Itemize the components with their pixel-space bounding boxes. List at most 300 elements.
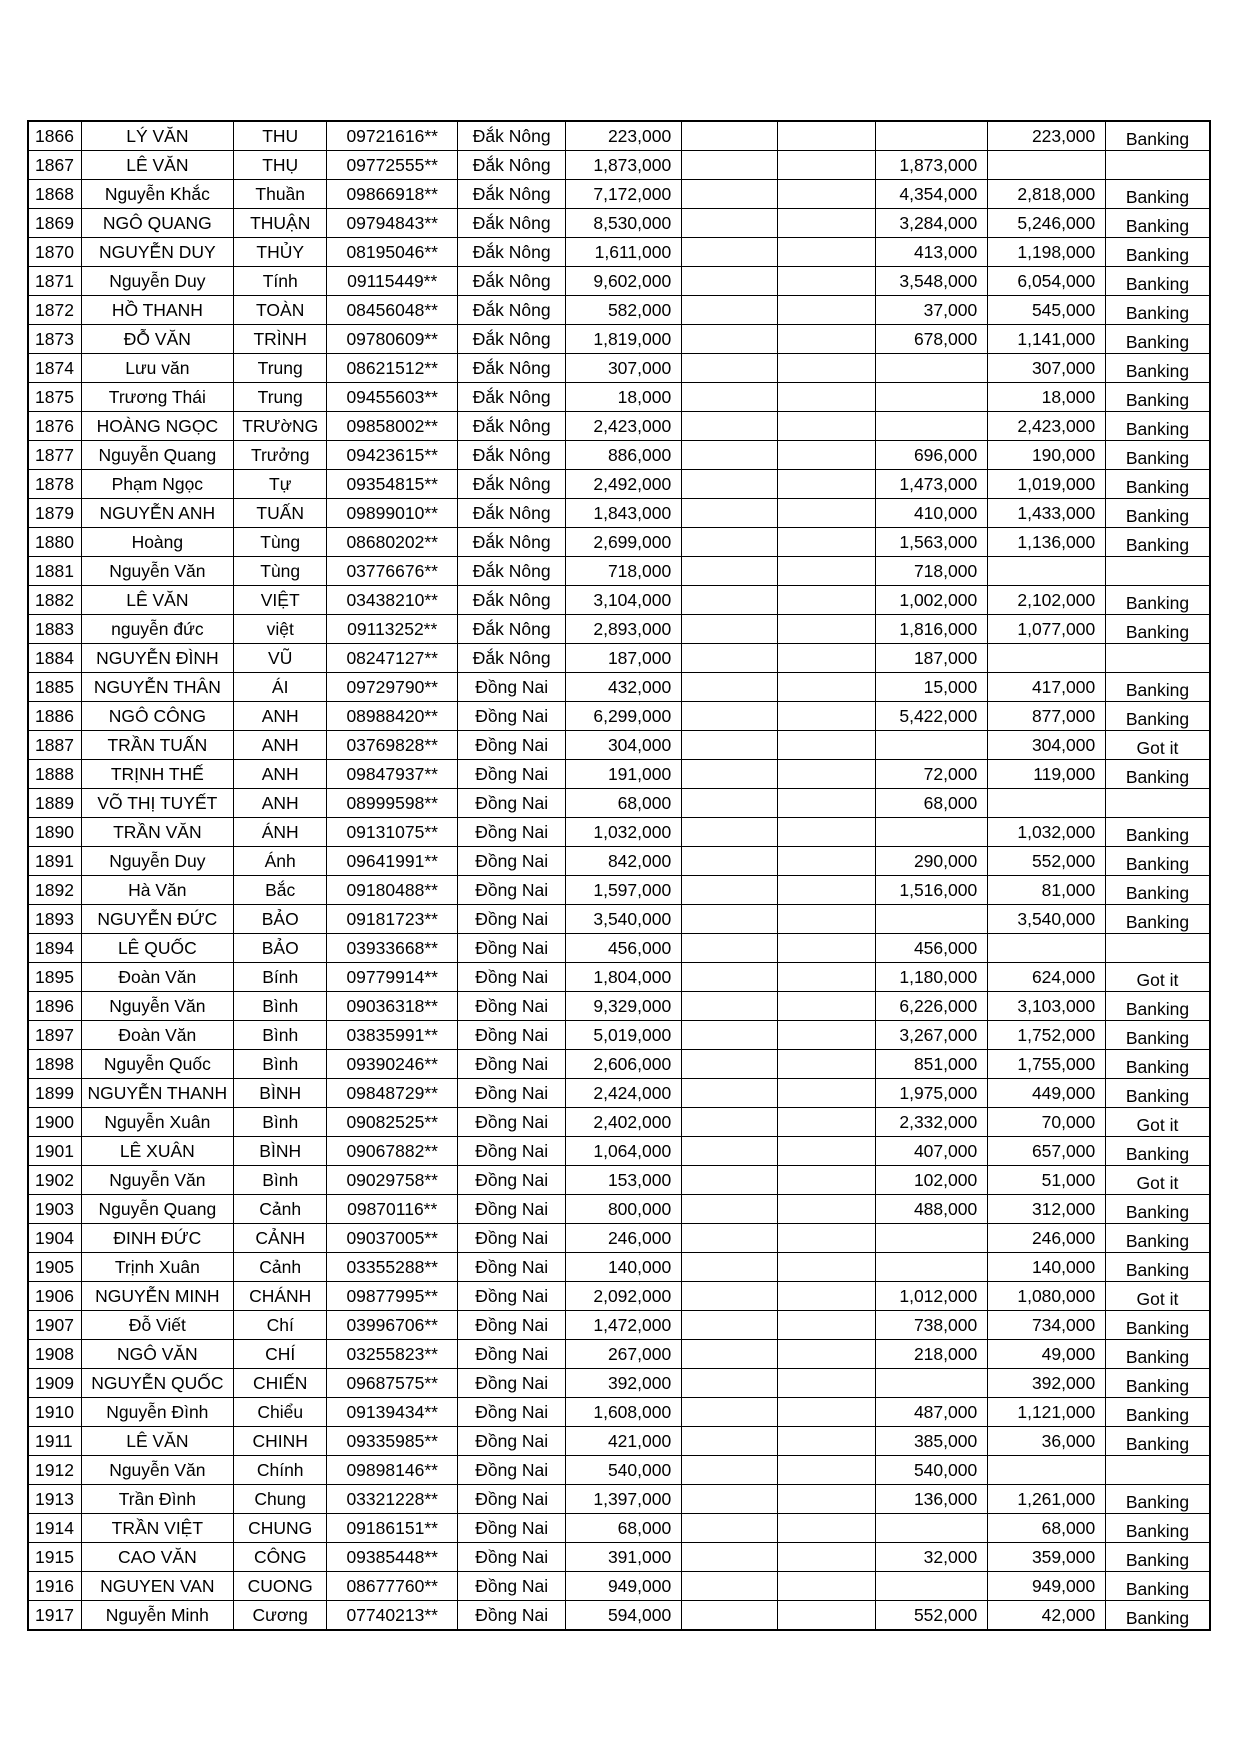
cell-phone: 09029758** [327, 1166, 458, 1195]
cell-payment-method: Banking [1106, 1050, 1210, 1079]
cell-family-name: Lưu văn [81, 354, 234, 383]
table-row [28, 1340, 1210, 1369]
cell-payment-method [1106, 1456, 1210, 1485]
cell-total-amount: 187,000 [566, 644, 682, 673]
cell-province: Đồng Nai [458, 1311, 566, 1340]
cell-amount-remaining: 2,102,000 [988, 586, 1106, 615]
cell-amount-paid: 3,548,000 [876, 267, 988, 296]
cell-payment-method [1106, 789, 1210, 818]
cell-phone: 09870116** [327, 1195, 458, 1224]
cell-province: Đắk Nông [458, 499, 566, 528]
cell-col-empty-1 [682, 180, 778, 209]
cell-amount-remaining: 2,818,000 [988, 180, 1106, 209]
cell-total-amount: 2,492,000 [566, 470, 682, 499]
cell-family-name: NGUYỄN THÂN [81, 673, 234, 702]
cell-total-amount: 2,402,000 [566, 1108, 682, 1137]
cell-phone: 09139434** [327, 1398, 458, 1427]
table-row [28, 151, 1210, 180]
table-row [28, 876, 1210, 905]
cell-phone: 09180488** [327, 876, 458, 905]
cell-col-empty-1 [682, 673, 778, 702]
cell-payment-method: Got it [1106, 731, 1210, 760]
cell-province: Đắk Nông [458, 296, 566, 325]
cell-col-empty-1 [682, 876, 778, 905]
cell-family-name: nguyễn đức [81, 615, 234, 644]
cell-amount-remaining [988, 789, 1106, 818]
cell-amount-paid [876, 412, 988, 441]
table-row [28, 818, 1210, 847]
cell-payment-method: Banking [1106, 325, 1210, 354]
cell-amount-remaining: 140,000 [988, 1253, 1106, 1282]
cell-payment-method: Banking [1106, 209, 1210, 238]
cell-family-name: Nguyễn Đình [81, 1398, 234, 1427]
cell-amount-paid [876, 1369, 988, 1398]
cell-amount-paid: 696,000 [876, 441, 988, 470]
table-row [28, 1253, 1210, 1282]
cell-family-name: TRẦN TUẤN [81, 731, 234, 760]
cell-province: Đồng Nai [458, 1340, 566, 1369]
cell-payment-method: Banking [1106, 296, 1210, 325]
cell-phone: 09115449** [327, 267, 458, 296]
cell-family-name: LÝ VĂN [81, 121, 234, 151]
cell-given-name: ANH [234, 760, 327, 789]
cell-given-name: CẢNH [234, 1224, 327, 1253]
cell-province: Đắk Nông [458, 325, 566, 354]
cell-amount-remaining: 1,198,000 [988, 238, 1106, 267]
table-row [28, 934, 1210, 963]
table-row [28, 1572, 1210, 1601]
cell-province: Đồng Nai [458, 847, 566, 876]
table-row [28, 847, 1210, 876]
cell-amount-paid: 3,284,000 [876, 209, 988, 238]
cell-row-number: 1890 [28, 818, 81, 847]
cell-col-empty-1 [682, 1427, 778, 1456]
cell-phone: 08456048** [327, 296, 458, 325]
cell-payment-method: Banking [1106, 1543, 1210, 1572]
cell-amount-remaining: 49,000 [988, 1340, 1106, 1369]
cell-col-empty-1 [682, 238, 778, 267]
cell-total-amount: 2,424,000 [566, 1079, 682, 1108]
cell-family-name: Nguyễn Văn [81, 1456, 234, 1485]
cell-amount-remaining: 304,000 [988, 731, 1106, 760]
cell-province: Đồng Nai [458, 1224, 566, 1253]
cell-amount-paid: 738,000 [876, 1311, 988, 1340]
cell-given-name: Tùng [234, 557, 327, 586]
cell-province: Đồng Nai [458, 1485, 566, 1514]
cell-phone: 08680202** [327, 528, 458, 557]
cell-given-name: THU [234, 121, 327, 151]
cell-col-empty-2 [778, 1311, 876, 1340]
cell-col-empty-2 [778, 470, 876, 499]
cell-phone: 09779914** [327, 963, 458, 992]
cell-amount-remaining [988, 644, 1106, 673]
cell-col-empty-1 [682, 121, 778, 151]
cell-given-name: THỦY [234, 238, 327, 267]
table-row [28, 354, 1210, 383]
cell-family-name: Trần Đình [81, 1485, 234, 1514]
cell-amount-paid: 1,516,000 [876, 876, 988, 905]
cell-payment-method: Banking [1106, 1572, 1210, 1601]
table-row [28, 1369, 1210, 1398]
table-row [28, 1050, 1210, 1079]
table-row [28, 121, 1210, 151]
cell-payment-method: Banking [1106, 876, 1210, 905]
cell-col-empty-1 [682, 557, 778, 586]
table-row [28, 1224, 1210, 1253]
cell-total-amount: 1,843,000 [566, 499, 682, 528]
table-row [28, 1543, 1210, 1572]
cell-col-empty-1 [682, 1572, 778, 1601]
cell-payment-method: Banking [1106, 267, 1210, 296]
cell-col-empty-2 [778, 267, 876, 296]
cell-province: Đắk Nông [458, 412, 566, 441]
cell-phone: 09385448** [327, 1543, 458, 1572]
cell-payment-method: Banking [1106, 586, 1210, 615]
cell-col-empty-2 [778, 1427, 876, 1456]
cell-payment-method: Banking [1106, 1340, 1210, 1369]
cell-col-empty-1 [682, 934, 778, 963]
cell-col-empty-1 [682, 1398, 778, 1427]
cell-amount-remaining: 1,752,000 [988, 1021, 1106, 1050]
cell-phone: 09729790** [327, 673, 458, 702]
cell-given-name: TOÀN [234, 296, 327, 325]
table-row [28, 586, 1210, 615]
cell-col-empty-2 [778, 1369, 876, 1398]
cell-col-empty-1 [682, 1137, 778, 1166]
cell-province: Đồng Nai [458, 1253, 566, 1282]
cell-payment-method: Banking [1106, 1427, 1210, 1456]
cell-province: Đắk Nông [458, 121, 566, 151]
cell-total-amount: 1,611,000 [566, 238, 682, 267]
cell-province: Đắk Nông [458, 441, 566, 470]
cell-family-name: NGÔ CÔNG [81, 702, 234, 731]
cell-col-empty-1 [682, 470, 778, 499]
cell-province: Đắk Nông [458, 209, 566, 238]
cell-payment-method: Banking [1106, 499, 1210, 528]
cell-given-name: Bình [234, 1050, 327, 1079]
table-row [28, 789, 1210, 818]
cell-col-empty-2 [778, 1456, 876, 1485]
cell-phone: 09721616** [327, 121, 458, 151]
cell-col-empty-1 [682, 847, 778, 876]
table-row [28, 325, 1210, 354]
cell-amount-paid [876, 1253, 988, 1282]
cell-given-name: VŨ [234, 644, 327, 673]
cell-province: Đắk Nông [458, 238, 566, 267]
cell-province: Đồng Nai [458, 1572, 566, 1601]
cell-province: Đồng Nai [458, 1427, 566, 1456]
cell-col-empty-2 [778, 905, 876, 934]
cell-amount-paid: 5,422,000 [876, 702, 988, 731]
cell-row-number: 1888 [28, 760, 81, 789]
cell-col-empty-2 [778, 1079, 876, 1108]
cell-total-amount: 432,000 [566, 673, 682, 702]
cell-phone: 09848729** [327, 1079, 458, 1108]
cell-row-number: 1916 [28, 1572, 81, 1601]
cell-family-name: ĐỖ VĂN [81, 325, 234, 354]
cell-phone: 03355288** [327, 1253, 458, 1282]
cell-row-number: 1883 [28, 615, 81, 644]
cell-amount-paid: 407,000 [876, 1137, 988, 1166]
cell-row-number: 1901 [28, 1137, 81, 1166]
cell-phone: 09335985** [327, 1427, 458, 1456]
cell-family-name: VÕ THỊ TUYẾT [81, 789, 234, 818]
cell-amount-paid: 1,180,000 [876, 963, 988, 992]
cell-given-name: Ánh [234, 847, 327, 876]
cell-family-name: Nguyễn Minh [81, 1601, 234, 1631]
table-row [28, 1311, 1210, 1340]
cell-total-amount: 1,032,000 [566, 818, 682, 847]
cell-total-amount: 391,000 [566, 1543, 682, 1572]
cell-total-amount: 140,000 [566, 1253, 682, 1282]
table-row [28, 1514, 1210, 1543]
cell-payment-method: Banking [1106, 673, 1210, 702]
cell-given-name: Bình [234, 992, 327, 1021]
cell-family-name: Nguyễn Quang [81, 441, 234, 470]
cell-amount-paid: 410,000 [876, 499, 988, 528]
cell-col-empty-1 [682, 267, 778, 296]
cell-col-empty-1 [682, 209, 778, 238]
cell-col-empty-2 [778, 731, 876, 760]
cell-given-name: TUẤN [234, 499, 327, 528]
cell-phone: 09899010** [327, 499, 458, 528]
cell-payment-method: Banking [1106, 1369, 1210, 1398]
cell-amount-paid: 488,000 [876, 1195, 988, 1224]
cell-amount-remaining: 70,000 [988, 1108, 1106, 1137]
cell-payment-method: Got it [1106, 1282, 1210, 1311]
cell-col-empty-1 [682, 731, 778, 760]
cell-given-name: Chí [234, 1311, 327, 1340]
cell-col-empty-1 [682, 1195, 778, 1224]
cell-payment-method: Banking [1106, 847, 1210, 876]
cell-province: Đồng Nai [458, 818, 566, 847]
cell-total-amount: 594,000 [566, 1601, 682, 1631]
cell-col-empty-1 [682, 1485, 778, 1514]
cell-given-name: Chính [234, 1456, 327, 1485]
cell-row-number: 1910 [28, 1398, 81, 1427]
cell-payment-method: Banking [1106, 1079, 1210, 1108]
cell-row-number: 1897 [28, 1021, 81, 1050]
cell-row-number: 1906 [28, 1282, 81, 1311]
cell-payment-method: Banking [1106, 238, 1210, 267]
cell-payment-method: Banking [1106, 383, 1210, 412]
cell-amount-paid: 32,000 [876, 1543, 988, 1572]
cell-payment-method: Banking [1106, 760, 1210, 789]
cell-given-name: Chung [234, 1485, 327, 1514]
cell-province: Đắk Nông [458, 267, 566, 296]
cell-given-name: Thuần [234, 180, 327, 209]
cell-given-name: BẢO [234, 905, 327, 934]
cell-province: Đồng Nai [458, 1050, 566, 1079]
cell-col-empty-1 [682, 528, 778, 557]
cell-given-name: Bình [234, 1108, 327, 1137]
cell-given-name: Cảnh [234, 1253, 327, 1282]
cell-phone: 08999598** [327, 789, 458, 818]
cell-payment-method: Got it [1106, 1108, 1210, 1137]
cell-given-name: THỤ [234, 151, 327, 180]
cell-phone: 09772555** [327, 151, 458, 180]
cell-col-empty-2 [778, 499, 876, 528]
table-row [28, 267, 1210, 296]
cell-total-amount: 246,000 [566, 1224, 682, 1253]
cell-payment-method: Banking [1106, 121, 1210, 151]
cell-amount-remaining: 312,000 [988, 1195, 1106, 1224]
table-row [28, 209, 1210, 238]
data-table [27, 120, 1211, 1631]
cell-col-empty-1 [682, 789, 778, 818]
cell-payment-method: Banking [1106, 180, 1210, 209]
cell-col-empty-2 [778, 325, 876, 354]
table-row [28, 528, 1210, 557]
table-row [28, 470, 1210, 499]
cell-row-number: 1917 [28, 1601, 81, 1631]
cell-col-empty-1 [682, 1079, 778, 1108]
cell-payment-method: Banking [1106, 1253, 1210, 1282]
cell-family-name: LÊ VĂN [81, 586, 234, 615]
cell-given-name: Tùng [234, 528, 327, 557]
cell-given-name: TRÌNH [234, 325, 327, 354]
table-row [28, 731, 1210, 760]
cell-row-number: 1915 [28, 1543, 81, 1572]
table-row [28, 1195, 1210, 1224]
cell-family-name: NGUYỄN ĐÌNH [81, 644, 234, 673]
cell-province: Đồng Nai [458, 673, 566, 702]
table-row [28, 992, 1210, 1021]
cell-row-number: 1879 [28, 499, 81, 528]
cell-col-empty-2 [778, 1021, 876, 1050]
cell-row-number: 1889 [28, 789, 81, 818]
cell-col-empty-2 [778, 1253, 876, 1282]
cell-row-number: 1870 [28, 238, 81, 267]
cell-amount-paid [876, 1224, 988, 1253]
cell-amount-paid: 290,000 [876, 847, 988, 876]
cell-given-name: BÌNH [234, 1079, 327, 1108]
cell-phone: 03255823** [327, 1340, 458, 1369]
cell-col-empty-2 [778, 1282, 876, 1311]
cell-col-empty-1 [682, 644, 778, 673]
cell-family-name: TRẦN VĂN [81, 818, 234, 847]
table-row [28, 702, 1210, 731]
cell-family-name: HỒ THANH [81, 296, 234, 325]
cell-col-empty-1 [682, 354, 778, 383]
cell-province: Đắk Nông [458, 644, 566, 673]
cell-row-number: 1885 [28, 673, 81, 702]
table-row [28, 615, 1210, 644]
cell-payment-method: Got it [1106, 963, 1210, 992]
cell-amount-remaining: 624,000 [988, 963, 1106, 992]
cell-province: Đắk Nông [458, 180, 566, 209]
cell-payment-method: Banking [1106, 1311, 1210, 1340]
cell-row-number: 1911 [28, 1427, 81, 1456]
cell-phone: 09641991** [327, 847, 458, 876]
cell-province: Đắk Nông [458, 470, 566, 499]
cell-col-empty-2 [778, 180, 876, 209]
cell-col-empty-1 [682, 1340, 778, 1369]
cell-total-amount: 582,000 [566, 296, 682, 325]
cell-amount-paid: 187,000 [876, 644, 988, 673]
cell-row-number: 1903 [28, 1195, 81, 1224]
cell-phone: 09898146** [327, 1456, 458, 1485]
cell-amount-paid: 1,012,000 [876, 1282, 988, 1311]
cell-col-empty-1 [682, 325, 778, 354]
cell-family-name: NGUYỄN THANH [81, 1079, 234, 1108]
cell-phone: 09455603** [327, 383, 458, 412]
cell-total-amount: 2,423,000 [566, 412, 682, 441]
cell-col-empty-2 [778, 760, 876, 789]
cell-family-name: Đỗ Viết [81, 1311, 234, 1340]
cell-family-name: Trịnh Xuân [81, 1253, 234, 1282]
cell-col-empty-2 [778, 1601, 876, 1631]
cell-payment-method: Banking [1106, 1601, 1210, 1631]
cell-province: Đồng Nai [458, 1195, 566, 1224]
cell-phone: 03438210** [327, 586, 458, 615]
cell-phone: 03769828** [327, 731, 458, 760]
cell-province: Đồng Nai [458, 1166, 566, 1195]
cell-col-empty-2 [778, 1166, 876, 1195]
cell-province: Đồng Nai [458, 1079, 566, 1108]
cell-amount-remaining: 1,136,000 [988, 528, 1106, 557]
cell-col-empty-1 [682, 1050, 778, 1079]
cell-col-empty-1 [682, 1253, 778, 1282]
cell-amount-remaining: 190,000 [988, 441, 1106, 470]
cell-col-empty-2 [778, 818, 876, 847]
cell-amount-remaining: 417,000 [988, 673, 1106, 702]
cell-phone: 09794843** [327, 209, 458, 238]
cell-payment-method: Banking [1106, 1137, 1210, 1166]
cell-total-amount: 68,000 [566, 1514, 682, 1543]
table-row [28, 1485, 1210, 1514]
cell-province: Đồng Nai [458, 1282, 566, 1311]
cell-total-amount: 1,397,000 [566, 1485, 682, 1514]
cell-amount-paid: 413,000 [876, 238, 988, 267]
cell-total-amount: 2,893,000 [566, 615, 682, 644]
cell-phone: 09186151** [327, 1514, 458, 1543]
cell-col-empty-1 [682, 1456, 778, 1485]
cell-phone: 09877995** [327, 1282, 458, 1311]
cell-province: Đồng Nai [458, 876, 566, 905]
table-row [28, 673, 1210, 702]
cell-amount-remaining: 877,000 [988, 702, 1106, 731]
cell-total-amount: 540,000 [566, 1456, 682, 1485]
cell-row-number: 1871 [28, 267, 81, 296]
cell-row-number: 1913 [28, 1485, 81, 1514]
cell-col-empty-1 [682, 1311, 778, 1340]
cell-given-name: Bình [234, 1021, 327, 1050]
cell-payment-method: Got it [1106, 1166, 1210, 1195]
table-row [28, 441, 1210, 470]
cell-row-number: 1892 [28, 876, 81, 905]
cell-col-empty-1 [682, 383, 778, 412]
cell-amount-remaining: 6,054,000 [988, 267, 1106, 296]
cell-amount-paid: 1,563,000 [876, 528, 988, 557]
cell-row-number: 1914 [28, 1514, 81, 1543]
table-row [28, 1137, 1210, 1166]
cell-row-number: 1869 [28, 209, 81, 238]
cell-family-name: Đoàn Văn [81, 1021, 234, 1050]
cell-col-empty-1 [682, 1543, 778, 1572]
cell-col-empty-2 [778, 1224, 876, 1253]
cell-amount-paid: 15,000 [876, 673, 988, 702]
cell-row-number: 1899 [28, 1079, 81, 1108]
cell-given-name: CÔNG [234, 1543, 327, 1572]
cell-col-empty-2 [778, 1398, 876, 1427]
cell-given-name: VIỆT [234, 586, 327, 615]
cell-family-name: NGÔ QUANG [81, 209, 234, 238]
cell-amount-paid: 1,002,000 [876, 586, 988, 615]
cell-col-empty-1 [682, 992, 778, 1021]
cell-total-amount: 223,000 [566, 121, 682, 151]
cell-col-empty-2 [778, 121, 876, 151]
